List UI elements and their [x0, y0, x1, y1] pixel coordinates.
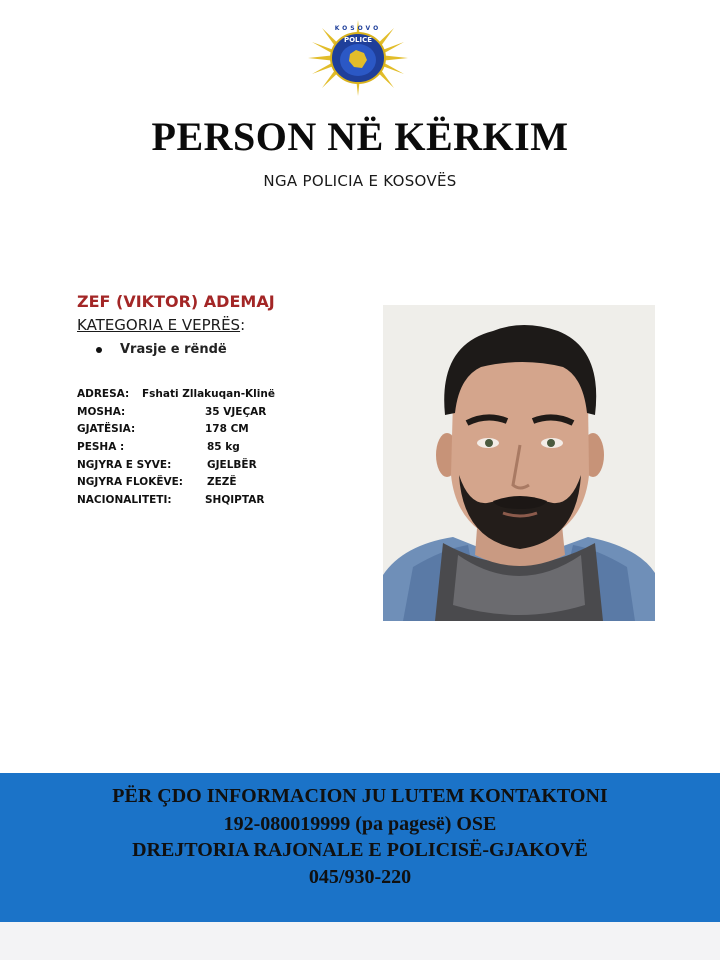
detail-label: MOSHA:: [77, 406, 126, 418]
contact-line-3: DREJTORIA RAJONALE E POLICISË-GJAKOVË: [132, 839, 588, 861]
page-title: PERSON NË KËRKIM: [151, 114, 569, 159]
contact-line-2: 192-080019999 (pa pagesë) OSE: [223, 813, 497, 835]
badge-text: KOSOVO: [334, 25, 382, 32]
contact-line-1: PËR ÇDO INFORMACION JU LUTEM KONTAKTONI: [112, 785, 608, 807]
person-name: ZEF (VIKTOR) ADEMAJ: [77, 292, 275, 311]
category-label: KATEGORIA E VEPRËS: [77, 316, 241, 334]
contact-banner: [0, 773, 720, 922]
footer-strip: [0, 922, 720, 960]
detail-value: Fshati Zllakuqan-Klinë: [142, 388, 275, 400]
crime-list: [96, 342, 227, 357]
detail-label: NGJYRA FLOKËVE:: [77, 476, 184, 488]
detail-label: GJATËSIA:: [77, 423, 136, 435]
category-colon: :: [240, 316, 246, 334]
kosovo-police-badge: [306, 18, 410, 98]
person-photo: [383, 305, 655, 621]
contact-phone: 045/930-220: [308, 866, 412, 888]
detail-value: 85 kg: [207, 441, 240, 453]
category-heading: [77, 316, 245, 334]
detail-label: PESHA :: [77, 441, 125, 453]
detail-value: 35 VJEÇAR: [205, 406, 267, 418]
detail-value: GJELBËR: [207, 459, 257, 471]
page-subtitle: NGA POLICIA E KOSOVËS: [263, 172, 457, 190]
detail-value: ZEZË: [207, 476, 237, 488]
crime-text: Vrasje e rëndë: [120, 342, 227, 357]
detail-value: SHQIPTAR: [205, 494, 265, 506]
crime-item: [96, 342, 227, 357]
detail-label: NGJYRA E SYVE:: [77, 459, 172, 471]
detail-label: NACIONALITETI:: [77, 494, 172, 506]
detail-value: 178 CM: [205, 423, 249, 435]
detail-label: ADRESA:: [77, 388, 130, 400]
badge-label: POLICE: [343, 36, 373, 44]
bullet-icon: [96, 347, 102, 353]
